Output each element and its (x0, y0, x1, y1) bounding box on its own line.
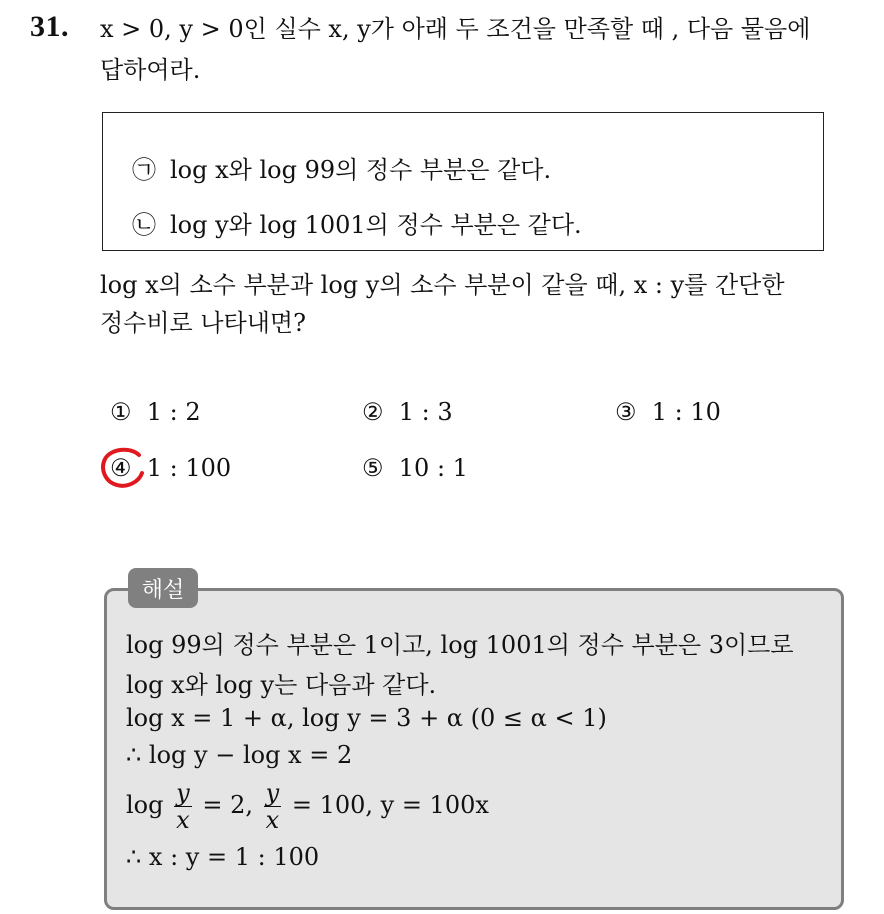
choice-5-marker: ⑤ (362, 454, 384, 482)
question-text-line-1: x > 0, y > 0인 실수 x, y가 아래 두 조건을 만족할 때 , 다음 물음에 (100, 15, 811, 43)
answer-mark-circle-icon (99, 446, 147, 490)
solution-line-1: log 99의 정수 부분은 1이고, log 1001의 정수 부분은 3이므로 (126, 631, 794, 659)
choice-5-text: 10 : 1 (398, 454, 468, 482)
condition-b-text: log y와 log 1001의 정수 부분은 같다. (170, 211, 582, 239)
condition-a (132, 150, 551, 185)
fraction-2-denominator: x (265, 806, 280, 834)
choice-1[interactable] (110, 398, 201, 426)
fraction-1-denominator: x (176, 806, 190, 834)
condition-b-marker: ㉡ (132, 211, 156, 239)
choice-4-text: 1 : 100 (146, 454, 232, 482)
fraction-y-over-x-2 (264, 780, 282, 833)
solution-tag: 해설 (128, 568, 198, 608)
choice-2[interactable] (362, 398, 453, 426)
condition-a-text: log x와 log 99의 정수 부분은 같다. (170, 156, 552, 184)
choice-4-marker: ④ (110, 454, 132, 482)
choice-1-marker: ① (110, 398, 132, 426)
fraction-2-numerator: y (265, 779, 280, 807)
solution-mid: = 2, (202, 791, 253, 819)
question-text-line-2: 답하여라. (100, 56, 201, 84)
prompt-line-2: 정수비로 나타내면? (100, 309, 306, 337)
fraction-y-over-x-1 (174, 780, 192, 833)
question-number: 31. (30, 10, 69, 43)
choice-5[interactable] (362, 454, 468, 482)
solution-line-5 (126, 780, 489, 833)
solution-log: log (126, 791, 164, 819)
choice-2-text: 1 : 3 (398, 398, 453, 426)
solution-line-4: ∴ log y − log x = 2 (126, 741, 353, 769)
condition-a-marker: ㉠ (132, 156, 156, 184)
prompt-line-1: log x의 소수 부분과 log y의 소수 부분이 같을 때, x : y를 간단한 (100, 271, 785, 299)
choice-3-marker: ③ (615, 398, 637, 426)
choice-3[interactable] (615, 398, 721, 426)
solution-line-6: ∴ x : y = 1 : 100 (126, 843, 320, 871)
choice-3-text: 1 : 10 (651, 398, 721, 426)
choice-2-marker: ② (362, 398, 384, 426)
solution-line-2: log x와 log y는 다음과 같다. (126, 671, 437, 699)
solution-end: = 100, y = 100x (291, 791, 489, 819)
fraction-1-numerator: y (176, 779, 190, 807)
condition-b (132, 205, 582, 240)
choice-1-text: 1 : 2 (146, 398, 201, 426)
solution-line-3: log x = 1 + α, log y = 3 + α (0 ≤ α < 1) (126, 704, 607, 732)
